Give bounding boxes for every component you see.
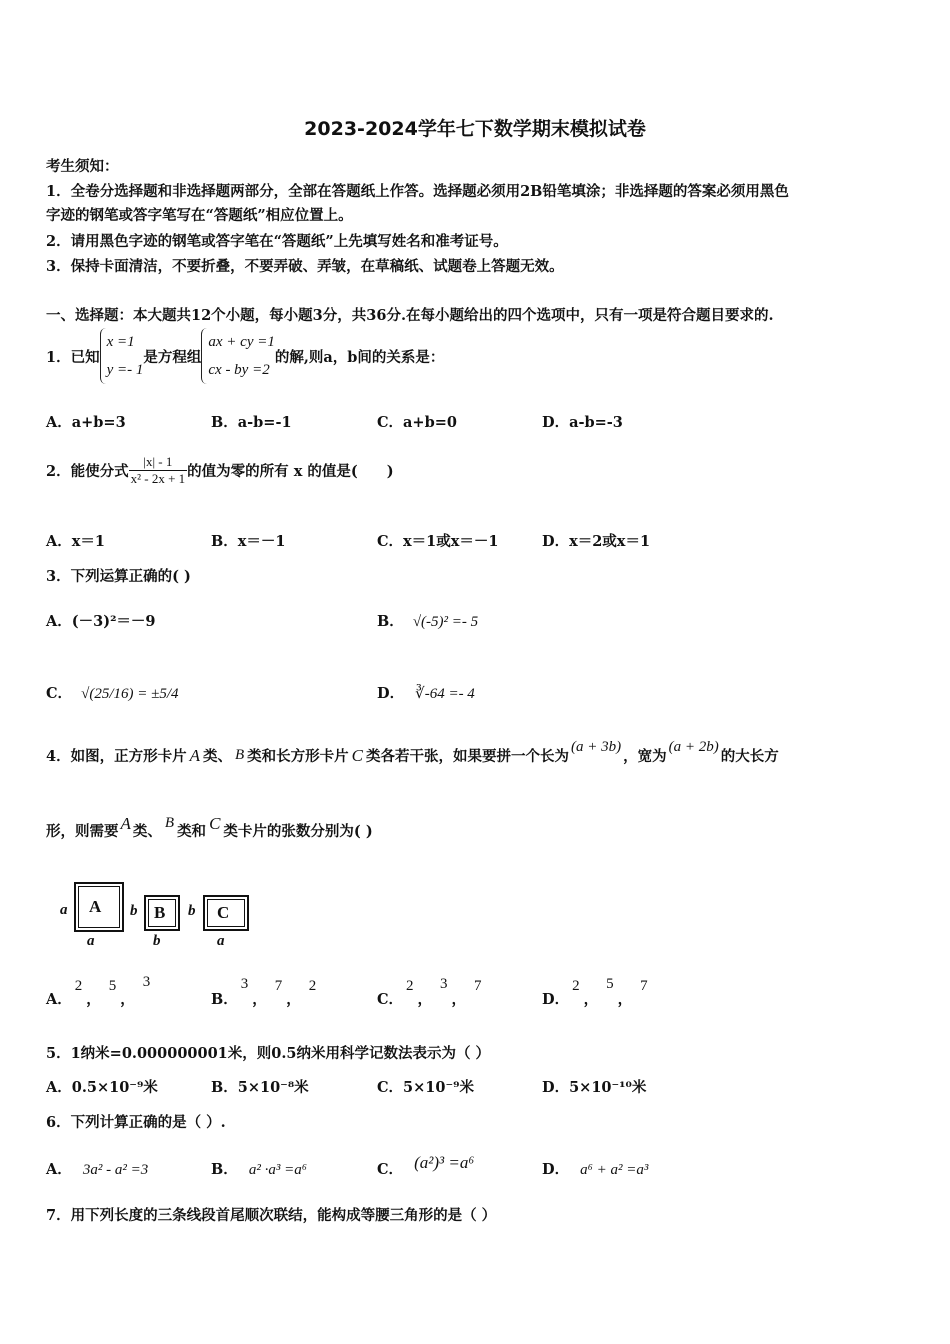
q1-sys1-eq: x =1 — [106, 334, 135, 350]
q1-suffix: 的解,则a，b间的关系是： — [274, 348, 445, 366]
q1-system-1 — [100, 328, 144, 384]
option-label: C． — [377, 1161, 404, 1178]
q6-option-d[interactable] — [542, 1158, 648, 1179]
q6-stem: 6．下列计算正确的是（ ）. — [46, 1114, 226, 1131]
q3-b-expr: √(-5)² =- 5 — [412, 614, 479, 630]
q4-line-2 — [46, 813, 373, 841]
option-label: A． — [46, 991, 72, 1008]
q4-text: 类各若干张，如果要拼一个长为 — [366, 748, 569, 765]
q1-system-2 — [201, 328, 274, 384]
option-value: 2 — [308, 978, 317, 994]
q7-stem: 7．用下列长度的三条线段首尾顺次联结，能构成等腰三角形的是（ ） — [46, 1207, 497, 1224]
q5-option-d[interactable]: D．5×10⁻¹⁰米 — [542, 1079, 647, 1096]
option-value: 3 — [142, 974, 151, 990]
q2-option-d[interactable]: D．x＝2或x＝1 — [542, 533, 651, 550]
q3-c-expr: √(25/16) = ±5/4 — [81, 686, 179, 702]
q4-var-a: A — [189, 745, 200, 765]
q1-option-b[interactable]: B．a-b=-1 — [211, 414, 292, 431]
q2-prefix: 2．能使分式 — [46, 462, 129, 480]
q4-width: (a + 2b) — [668, 739, 719, 755]
option-label: D． — [542, 1161, 570, 1178]
option-value: 7 — [474, 978, 482, 994]
card-a-label: A — [89, 897, 102, 916]
card-b — [144, 895, 180, 931]
option-label: B． — [211, 1161, 238, 1178]
card-a — [74, 882, 124, 932]
q2-denominator: x² - 2x + 1 — [130, 470, 186, 486]
q4-option-d[interactable]: D． 2 ， 5 ， 7 — [542, 976, 648, 1008]
q1-option-d[interactable]: D．a-b=-3 — [542, 414, 623, 431]
q1-mid: 是方程组 — [143, 348, 202, 366]
q3-d-expr: ∛-64 =- 4 — [415, 686, 475, 702]
q2-option-a[interactable]: A．x＝1 — [46, 533, 105, 550]
q4-var-c: C — [351, 745, 363, 765]
q3-c-label: C． — [46, 685, 73, 702]
card-a-bottom-label: a — [87, 933, 95, 949]
option-value: 2 — [74, 978, 83, 994]
option-value: 5 — [606, 976, 614, 992]
q5-option-b[interactable]: B．5×10⁻⁸米 — [211, 1079, 309, 1096]
q5-option-c[interactable]: C．5×10⁻⁹米 — [377, 1079, 474, 1096]
question-1 — [46, 327, 444, 385]
q2-fraction — [129, 454, 188, 487]
q1-prefix: 1．已知 — [46, 348, 100, 366]
option-value: 3 — [240, 976, 249, 992]
option-value: 2 — [406, 978, 414, 994]
q4-text: 形，则需要 — [46, 823, 119, 840]
q2-numerator: |x| - 1 — [143, 453, 173, 469]
q4-line-1 — [46, 739, 779, 766]
option-label: C． — [377, 991, 404, 1008]
q2-option-c[interactable]: C．x＝1或x＝－1 — [377, 533, 499, 550]
q2-suffix: 的值为零的所有 x 的值是( ) — [187, 462, 394, 480]
q4-var-a: A — [120, 813, 131, 833]
q3-a-label: A． — [46, 613, 72, 630]
q1-option-c[interactable]: C．a+b=0 — [377, 414, 457, 431]
q1-sys2-eq: cx - by =2 — [208, 362, 270, 378]
q4-var-b: B — [164, 815, 175, 831]
section-heading: 一、选择题：本大题共12个小题，每小题3分，共36分.在每小题给出的四个选项中，只有一项是符合题目要求的. — [46, 307, 774, 324]
q1-sys1-eq: y =- 1 — [106, 362, 144, 378]
option-value: 2 — [572, 978, 580, 994]
option-value: 7 — [640, 978, 648, 994]
q1-option-a[interactable]: A．a+b=3 — [46, 414, 126, 431]
page-title: 2023-2024学年七下数学期末模拟试卷 — [304, 118, 646, 140]
card-c-bottom-label: a — [217, 933, 225, 949]
card-b-label: B — [154, 903, 166, 922]
q4-text: 类和 — [177, 823, 207, 840]
card-b-side-label: b — [130, 903, 138, 919]
q4-var-c: C — [209, 813, 221, 833]
card-b-bottom-label: b — [153, 933, 161, 949]
notice-item: 1．全卷分选择题和非选择题两部分，全部在答题纸上作答。选择题必须用2B铅笔填涂；非选择题的答案必须用黑色 — [46, 183, 789, 200]
q3-b-label: B． — [377, 613, 404, 630]
card-c-side-label: b — [188, 903, 196, 919]
q3-option-b[interactable] — [377, 610, 478, 631]
q6-option-b[interactable] — [211, 1158, 307, 1179]
card-c-label: C — [217, 903, 230, 922]
q4-option-c[interactable]: C． 2 ， 3 ， 7 — [377, 976, 482, 1008]
option-label: B． — [211, 991, 238, 1008]
q6-option-a[interactable] — [46, 1158, 148, 1179]
q3-d-label: D． — [377, 685, 405, 702]
option-label: A． — [46, 1161, 72, 1178]
q2-option-b[interactable]: B．x＝－1 — [211, 533, 286, 550]
q3-stem: 3．下列运算正确的( ) — [46, 568, 191, 585]
q6-a-expr: 3a² - a² =3 — [82, 1162, 149, 1178]
q4-text: ，宽为 — [623, 748, 667, 765]
q4-var-b: B — [234, 747, 245, 763]
q3-option-c[interactable] — [46, 682, 179, 703]
q4-text: 类卡片的张数分别为( ) — [223, 823, 373, 840]
q3-option-d[interactable] — [377, 682, 475, 703]
q6-b-expr: a² ·a³ =a⁶ — [248, 1162, 307, 1178]
q5-option-a[interactable]: A．0.5×10⁻⁹米 — [46, 1079, 158, 1096]
q4-option-a[interactable]: A． 2 ， 5 ， 3 — [46, 974, 151, 1008]
option-value: 7 — [274, 978, 283, 994]
q6-d-expr: a⁶ + a² =a³ — [580, 1162, 649, 1178]
q4-text: 类和长方形卡片 — [247, 748, 349, 765]
q5-stem: 5．1纳米=0.000000001米，则0.5纳米用科学记数法表示为（ ） — [46, 1045, 491, 1062]
notice-heading: 考生须知： — [46, 158, 119, 175]
q4-option-b[interactable]: B． 3 ， 7 ， 2 — [211, 976, 317, 1008]
q4-text: 4．如图，正方形卡片 — [46, 748, 187, 765]
q6-option-c[interactable] — [377, 1153, 475, 1179]
q4-text: 类、 — [132, 823, 162, 840]
q4-text: 类、 — [202, 748, 232, 765]
question-2 — [46, 446, 394, 494]
q3-a-text: (－3)²＝－9 — [71, 613, 156, 630]
q6-c-expr: (a²)³ =a⁶ — [414, 1153, 475, 1172]
notice-item: 2．请用黑色字迹的钢笔或答字笔在“答题纸”上先填写姓名和准考证号。 — [46, 233, 508, 250]
card-c — [203, 895, 249, 931]
notice-item: 字迹的钢笔或答字笔写在“答题纸”相应位置上。 — [46, 207, 353, 224]
option-value: 5 — [108, 978, 117, 994]
notice-item: 3．保持卡面清洁，不要折叠，不要弄破、弄皱，在草稿纸、试题卷上答题无效。 — [46, 258, 564, 275]
option-value: 3 — [440, 976, 448, 992]
q3-option-a[interactable] — [46, 610, 156, 631]
q4-length: (a + 3b) — [571, 739, 622, 755]
card-a-side-label: a — [60, 902, 68, 918]
option-label: D． — [542, 991, 570, 1008]
q1-sys2-eq: ax + cy =1 — [208, 334, 275, 350]
q4-text: 的大长方 — [720, 748, 779, 765]
